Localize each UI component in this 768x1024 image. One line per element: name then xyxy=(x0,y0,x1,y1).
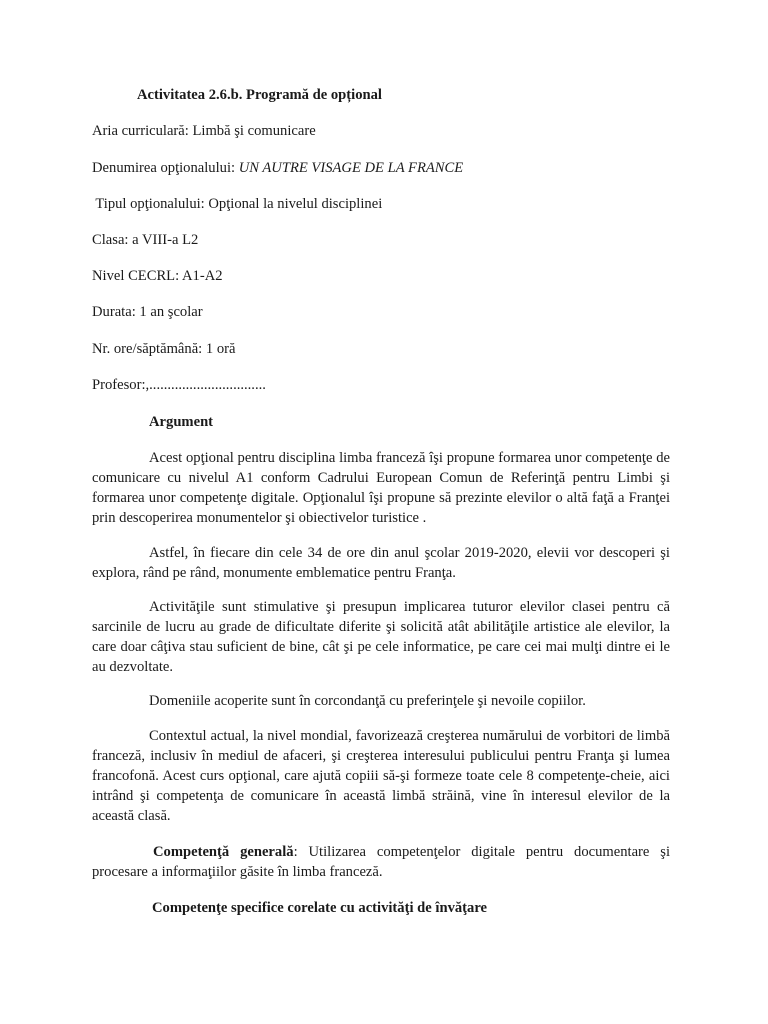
field-aria-curriculara: Aria curriculară: Limbă şi comunicare xyxy=(92,123,316,139)
field-nivel: Nivel CECRL: A1-A2 xyxy=(92,268,223,284)
document-title: Activitatea 2.6.b. Programă de opțional xyxy=(137,87,382,103)
argument-paragraph-2 xyxy=(92,543,670,583)
competenta-generala-text: : Utilizarea competenţelor digitale pentru documentare şi procesare a informaţiilor găsite în limba franceză. xyxy=(92,844,670,880)
paragraph-3-text: Activităţile sunt stimulative şi presupun implicarea tuturor elevilor clasei pentru că sarcinile de lucru au grade de dificultate diferite şi solicită atât abilităţile artistice ale elevilor, la care doar câţiva stau suficient de bine, cât şi pe cele informatice, pe care cei mai mulţi dintre ei le au dezvoltate. xyxy=(92,599,670,675)
competenta-generala xyxy=(92,842,670,882)
argument-paragraph-1 xyxy=(92,448,670,528)
field-tipul: Tipul opţionalului: Opţional la nivelul disciplinei xyxy=(92,196,383,212)
paragraph-1-text: Acest opţional pentru disciplina limba franceză îşi propune formarea unor competenţe de comunicare cu nivelul A1 conform Cadrului European Comun de Referinţă pentru Limbi şi formarea unor competenţe digitale. Opţionalul îşi propune să prezinte elevilor o altă faţă a Franţei prin descoperirea monumentelor şi obiectivelor turistice . xyxy=(92,450,670,526)
argument-paragraph-4 xyxy=(92,691,670,711)
field-profesor: Profesor:,................................ xyxy=(92,377,266,393)
field-ore: Nr. ore/săptămână: 1 oră xyxy=(92,341,236,357)
field-clasa: Clasa: a VIII-a L2 xyxy=(92,232,199,248)
competente-specifice-heading: Competenţe specifice corelate cu activităţi de învăţare xyxy=(152,900,488,916)
field-denumire-value: UN AUTRE VISAGE DE LA FRANCE xyxy=(238,160,464,176)
field-denumire xyxy=(92,159,463,177)
paragraph-2-text: Astfel, în fiecare din cele 34 de ore din anul şcolar 2019-2020, elevii vor descoperi şi explora, rând pe rând, monumente emblematice pentru Franţa. xyxy=(92,545,670,581)
paragraph-5-text: Contextul actual, la nivel mondial, favorizează creşterea numărului de vorbitori de limbă franceză, inclusiv în mediul de afaceri, şi creşterea interesului publicului pentru Franţa şi lumea francofonă. Acest curs opţional, care ajută copiii să-şi formeze toate cele 8 competenţe-cheie, aici intrând şi competenţa de comunicare în această limbă străină, vine în interesul elevilor de la această clasă. xyxy=(92,728,670,824)
paragraph-4-text: Domeniile acoperite sunt în corcondanţă cu preferinţele şi nevoile copiilor. xyxy=(149,693,586,709)
argument-paragraph-5 xyxy=(92,726,670,826)
field-durata: Durata: 1 an şcolar xyxy=(92,304,203,320)
competenta-generala-label: Competenţă generală xyxy=(153,844,294,860)
argument-heading: Argument xyxy=(149,414,214,430)
field-denumire-label: Denumirea opţionalului: xyxy=(92,160,239,176)
argument-paragraph-3 xyxy=(92,597,670,677)
